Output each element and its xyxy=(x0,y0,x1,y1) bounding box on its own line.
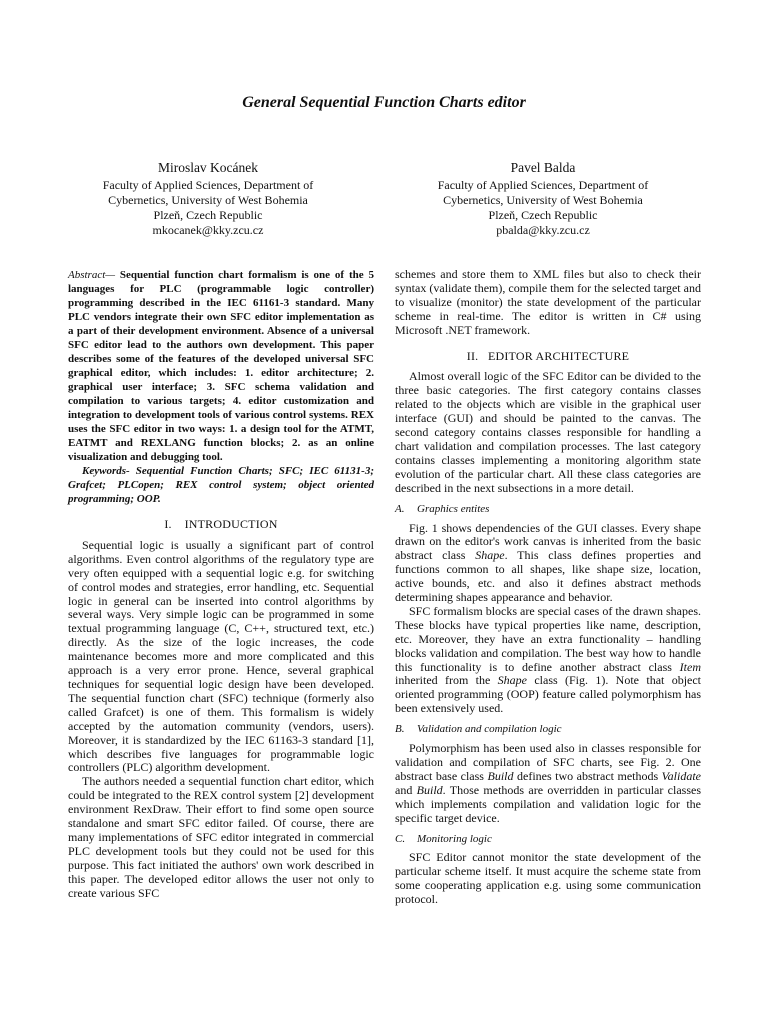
subsection-heading-validation xyxy=(395,723,701,737)
left-column xyxy=(68,268,374,900)
section-heading-editor-architecture xyxy=(395,350,701,364)
graphics-paragraph-1 xyxy=(395,522,701,605)
intro-paragraph-2-continued: schemes and store them to XML files but also to check their syntax (validate them), compile them for the selected target and to visualize (monitor) the state development of the particular scheme in real-time. The editor is written in C# using Microsoft .NET framework. xyxy=(395,267,701,337)
author-email: pbalda@kky.zcu.cz xyxy=(496,223,590,237)
monitoring-paragraph: SFC Editor cannot monitor the state development of the particular scheme itself. It must acquire the scheme state from some cooperating application e.g. using some communication protocol. xyxy=(395,850,701,907)
section-title: EDITOR ARCHITECTURE xyxy=(487,348,630,363)
paper-title: General Sequential Function Charts editor xyxy=(242,94,526,111)
subsection-heading-graphics xyxy=(395,503,701,517)
author-affiliation: Faculty of Applied Sciences, Department of xyxy=(102,178,314,192)
graphics-paragraph-2 xyxy=(395,605,701,716)
text-run: SFC formalism blocks are special cases of the drawn shapes. These blocks have typical properties like name, description, etc. Moreover, they have an extra functionality – handling blocks validation and compilation. The best way how to handle this functionality is to define another abstract class xyxy=(395,603,701,674)
method-name: Build xyxy=(416,782,443,797)
author-affiliation: Cybernetics, University of West Bohemia xyxy=(108,193,308,207)
subsection-letter: C. xyxy=(395,832,406,845)
author-block-1 xyxy=(58,160,358,238)
author-affiliation: Faculty of Applied Sciences, Department of xyxy=(437,178,649,192)
right-column xyxy=(395,268,701,907)
subsection-heading-monitoring xyxy=(395,833,701,847)
section-number: I. xyxy=(164,517,172,531)
keywords: Keywords- Sequential Function Charts; SFC; IEC 61131-3; Grafcet; PLCopen; REX control system; object oriented programming; OOP. xyxy=(68,465,374,505)
text-run: and xyxy=(395,782,417,797)
author-affiliation: Cybernetics, University of West Bohemia xyxy=(443,193,643,207)
section-heading-introduction xyxy=(68,518,374,532)
architecture-paragraph: Almost overall logic of the SFC Editor can be divided to the three basic categories. The first category contains classes related to the objects which are visible in the graphical user interface (GUI) and should be painted to the canvas. The second category contains classes responsible for handling a chart validation and compilation processes. The last category contains classes implementing a monitoring algorithm state evolution of the particular chart. All these class categories are described in the next subsections in a more detail. xyxy=(395,369,701,495)
text-run: . Those methods are overridden in particular classes which implements compilation and validation logic for the specific target device. xyxy=(395,782,701,825)
class-name: Build xyxy=(487,768,514,783)
subsection-letter: A. xyxy=(395,502,405,515)
subsection-title: Graphics entites xyxy=(417,502,490,515)
class-name: Item xyxy=(679,659,701,674)
text-run: class (Fig. 1). Note that object oriented programming (OOP) feature called polymorphism has been extensively used. xyxy=(395,673,702,716)
author-block-2 xyxy=(393,160,693,238)
text-run: Fig. 1 shows dependencies of the GUI classes. Every shape drawn on the editor's work canvas is inherited from the basic abstract class xyxy=(395,520,701,563)
text-run: inherited from the xyxy=(395,673,498,688)
text-run: Polymorphism has been used also in classes responsible for validation and compilation of SFC charts, see Fig. 2. One abstract base class xyxy=(395,741,701,783)
method-name: Validate xyxy=(661,768,701,783)
abstract-text: Sequential function chart formalism is one of the 5 languages for PLC (programmable logic controller) programming described in the IEC 61161-3 standard. Many PLC vendors integrate their own SFC editor implementation as a part of their development environment. Absence of a universal SFC editor lead to the authors own development. This paper describes some of the features of the developed universal SFC graphical editor, which includes: 1. editor architecture; 2. graphical user interface; 3. SFC schema validation and compilation to various targets; 4. editor customization and integration to development tools of various control systems. REX uses the SFC editor in two ways: 1. a design tool for the ATMT, EATMT and REXLANG function blocks; 2. as an online visualization and debugging tool. xyxy=(68,269,374,463)
intro-paragraph-2: The authors needed a sequential function chart editor, which could be integrated to the REX control system [2] development environment RexDraw. Their effort to find some open source standalone and smart SFC editor failed. Of course, there are many implementations of SFC editor integrated in commercial PLC development tools but they could not be used for this purpose. This fact initiated the authors' own work described in this paper. The developed editor allows the user not only to create various SFC xyxy=(68,774,374,900)
validation-paragraph xyxy=(395,742,701,825)
intro-paragraph-1: Sequential logic is usually a significant part of control algorithms. Even control algorithms of the regulatory type are very often equipped with a sequential logic e.g. for switching of control modes and strategies, error handling, etc. Sequential logic in general can be inserted into control algorithms by several ways. Very simple logic can be programmed in some textual programming language (C, C++, structured text, etc.) directly. As the size of the logic increases, the code maintenance becomes more and more complicated and this approach is a very error prone. Hence, several graphical techniques for sequential logic design have been developed. The sequential function chart (SFC) technique (formerly also called Grafcet) is one of them. This formalism is widely accepted by the automation community (vendors, users). Moreover, it is standardized by the IEC 61163-3 standard [1], which describes five languages for programmable logic controllers (PLC) algorithm development. xyxy=(68,537,374,775)
text-run: . This class defines properties and functions common to all shapes, like shape size, location, active bounds, etc. and also it defines abstract methods determining shapes appearance and behavior. xyxy=(395,548,702,605)
section-title: INTRODUCTION xyxy=(184,517,278,531)
author-name: Pavel Balda xyxy=(510,160,576,175)
text-run: defines two abstract methods xyxy=(513,768,662,783)
class-name: Shape xyxy=(497,673,527,688)
author-email: mkocanek@kky.zcu.cz xyxy=(152,223,264,237)
subsection-title: Validation and compilation logic xyxy=(417,723,562,736)
author-name: Miroslav Kocánek xyxy=(157,160,259,175)
subsection-title: Monitoring logic xyxy=(417,832,492,845)
class-name: Shape xyxy=(475,548,505,563)
author-location: Plzeň, Czech Republic xyxy=(488,208,598,222)
abstract-label: Abstract— xyxy=(68,269,116,281)
section-number: II. xyxy=(466,348,479,363)
subsection-letter: B. xyxy=(395,723,405,736)
abstract xyxy=(68,268,374,464)
author-location: Plzeň, Czech Republic xyxy=(153,208,263,222)
